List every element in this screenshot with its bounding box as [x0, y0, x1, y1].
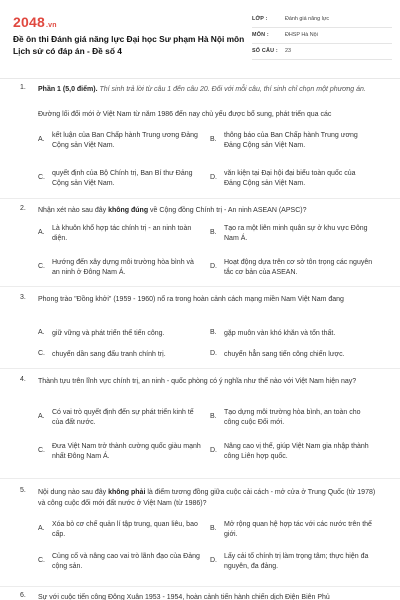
option-letter: B.: [210, 413, 217, 420]
part-instructions-text: Thí sinh trả lời từ câu 1 đến câu 20. Đối với mỗi câu, thí sinh chỉ chọn một phương án.: [99, 86, 366, 93]
option-letter: D.: [210, 263, 217, 270]
option-letter: C.: [38, 557, 45, 564]
question-number: 5.: [20, 487, 26, 494]
question-text: Phong trào "Đồng khởi" (1959 - 1960) nổ ra trong hoàn cảnh cách mạng miền Nam Việt Nam đang: [38, 296, 344, 303]
meta-row-subject: [252, 28, 392, 44]
option-letter: C.: [38, 263, 45, 270]
option-text: gặp muôn vàn khó khăn và tổn thất.: [224, 330, 336, 337]
option-text: chuyển hẳn sang tiến công chiến lược.: [224, 351, 345, 358]
option-text: kết luận của Ban Chấp hành Trung ương Đảng Cộng sản Việt Nam.: [52, 132, 198, 149]
option-letter: A.: [38, 525, 45, 532]
site-logo[interactable]: [13, 14, 57, 30]
option-text: Lấy cải tổ chính trị làm trọng tâm; thực hiện đa nguyên, đa đảng.: [224, 553, 369, 570]
option-letter: B.: [210, 229, 217, 236]
question-number: 2.: [20, 205, 26, 212]
option-letter: A.: [38, 329, 45, 336]
meta-key: LỚP :: [252, 16, 268, 22]
option-letter: D.: [210, 557, 217, 564]
question-text: [38, 487, 383, 509]
part-label: Phần 1 (5,0 điểm).: [38, 86, 98, 93]
question-number: 6.: [20, 592, 26, 599]
meta-value: ĐHSP Hà Nội: [285, 32, 318, 38]
question-text: [38, 205, 383, 216]
meta-row-count: [252, 44, 392, 60]
question-number: 1.: [20, 84, 26, 91]
option-text: Củng cố và nâng cao vai trò lãnh đạo của Đảng cộng sản.: [52, 553, 200, 570]
question-separator: [0, 368, 400, 369]
option-letter: B.: [210, 136, 217, 143]
question-text-part: về Cộng đồng Chính trị - An ninh ASEAN (APSC)?: [148, 207, 307, 214]
question-text-part: là điểm tương đồng giữa cuộc cải cách - mở cửa ở Trung Quốc (từ 1978) và công cuộc đổi mới đất nước ở Việt Nam (từ 1986)?: [38, 489, 376, 507]
meta-value: 23: [285, 48, 291, 54]
logo-suffix: .vn: [45, 22, 57, 29]
option-text: Đưa Việt Nam trở thành cường quốc giàu mạnh nhất Đông Nam Á.: [52, 443, 201, 460]
option-text: văn kiện tại Đại hội đại biểu toàn quốc của Đảng Cộng sản Việt Nam.: [224, 170, 356, 187]
question-number: 4.: [20, 376, 26, 383]
question-separator: [0, 286, 400, 287]
question-emphasis: không phải: [108, 489, 146, 496]
option-text: chuyển dần sang đấu tranh chính trị.: [52, 351, 166, 358]
logo-text: 2048: [13, 14, 45, 30]
option-letter: A.: [38, 136, 45, 143]
option-text: Hoạt động dựa trên cơ sở tôn trọng các nguyên tắc cơ bản của ASEAN.: [224, 259, 373, 276]
meta-key: MÔN :: [252, 32, 269, 38]
option-letter: C.: [38, 350, 45, 357]
option-text: Là khuôn khổ hợp tác chính trị - an ninh toàn diện.: [52, 225, 192, 242]
option-text: Mở rộng quan hệ hợp tác với các nước trên thế giới.: [224, 521, 372, 538]
question-emphasis: không đúng: [108, 207, 149, 214]
option-text: Có vai trò quyết định đến sự phát triển kinh tế của đất nước.: [52, 409, 194, 426]
option-text: thông báo của Ban Chấp hành Trung ương Đảng Cộng sản Việt Nam.: [224, 132, 358, 149]
option-text: quyết định của Bộ Chính trị, Ban Bí thư Đảng Cộng sản Việt Nam.: [52, 170, 193, 187]
question-number: 3.: [20, 294, 26, 301]
option-text: Hướng đến xây dựng môi trường hòa bình và an ninh ở Đông Nam Á.: [52, 259, 194, 276]
option-letter: D.: [210, 350, 217, 357]
option-letter: D.: [210, 447, 217, 454]
option-text: Xóa bỏ cơ chế quản lí tập trung, quan liêu, bao cấp.: [52, 521, 198, 538]
option-text: Tạo ra một liên minh quân sự ở khu vực Đông Nam Á.: [224, 225, 368, 242]
header-divider: [0, 78, 400, 79]
question-separator: [0, 478, 400, 479]
option-letter: B.: [210, 525, 217, 532]
option-letter: C.: [38, 174, 45, 181]
option-text: Tạo dựng môi trường hòa bình, an toàn cho công cuộc Đổi mới.: [224, 409, 361, 426]
question-separator: [0, 198, 400, 199]
meta-info-box: [252, 12, 392, 60]
question-separator: [0, 586, 400, 587]
option-letter: D.: [210, 174, 217, 181]
question-text-part: Nội dung nào sau đây: [38, 489, 109, 496]
question-text-part: Nhận xét nào sau đây: [38, 207, 109, 214]
document-title: Đề ôn thi Đánh giá năng lực Đại học Sư phạm Hà Nội môn Lịch sử có đáp án - Đề số 4: [13, 34, 245, 56]
option-letter: A.: [38, 413, 45, 420]
option-letter: C.: [38, 447, 45, 454]
meta-row-class: [252, 12, 392, 28]
meta-value: Đánh giá năng lực: [285, 16, 330, 22]
option-letter: A.: [38, 229, 45, 236]
part-instructions: [38, 84, 383, 95]
option-letter: B.: [210, 329, 217, 336]
option-text: giữ vững và phát triển thế tiến công.: [52, 330, 165, 337]
option-text: Nâng cao vị thế, giúp Việt Nam gia nhập thành công Liên hợp quốc.: [224, 443, 369, 460]
meta-key: SỐ CÂU :: [252, 48, 278, 54]
question-text: Thành tựu trên lĩnh vực chính trị, an ninh - quốc phòng có ý nghĩa như thế nào với Việt Nam hiện nay?: [38, 378, 357, 385]
question-text: Đường lối đổi mới ở Việt Nam từ năm 1986 đến nay chủ yếu được bổ sung, phát triển qua các: [38, 111, 332, 118]
header: [0, 0, 400, 80]
question-text: Sự với cuộc tiến công Đông Xuân 1953 - 1954, hoàn cảnh tiến hành chiến dịch Điện Biên Phủ: [38, 594, 330, 600]
